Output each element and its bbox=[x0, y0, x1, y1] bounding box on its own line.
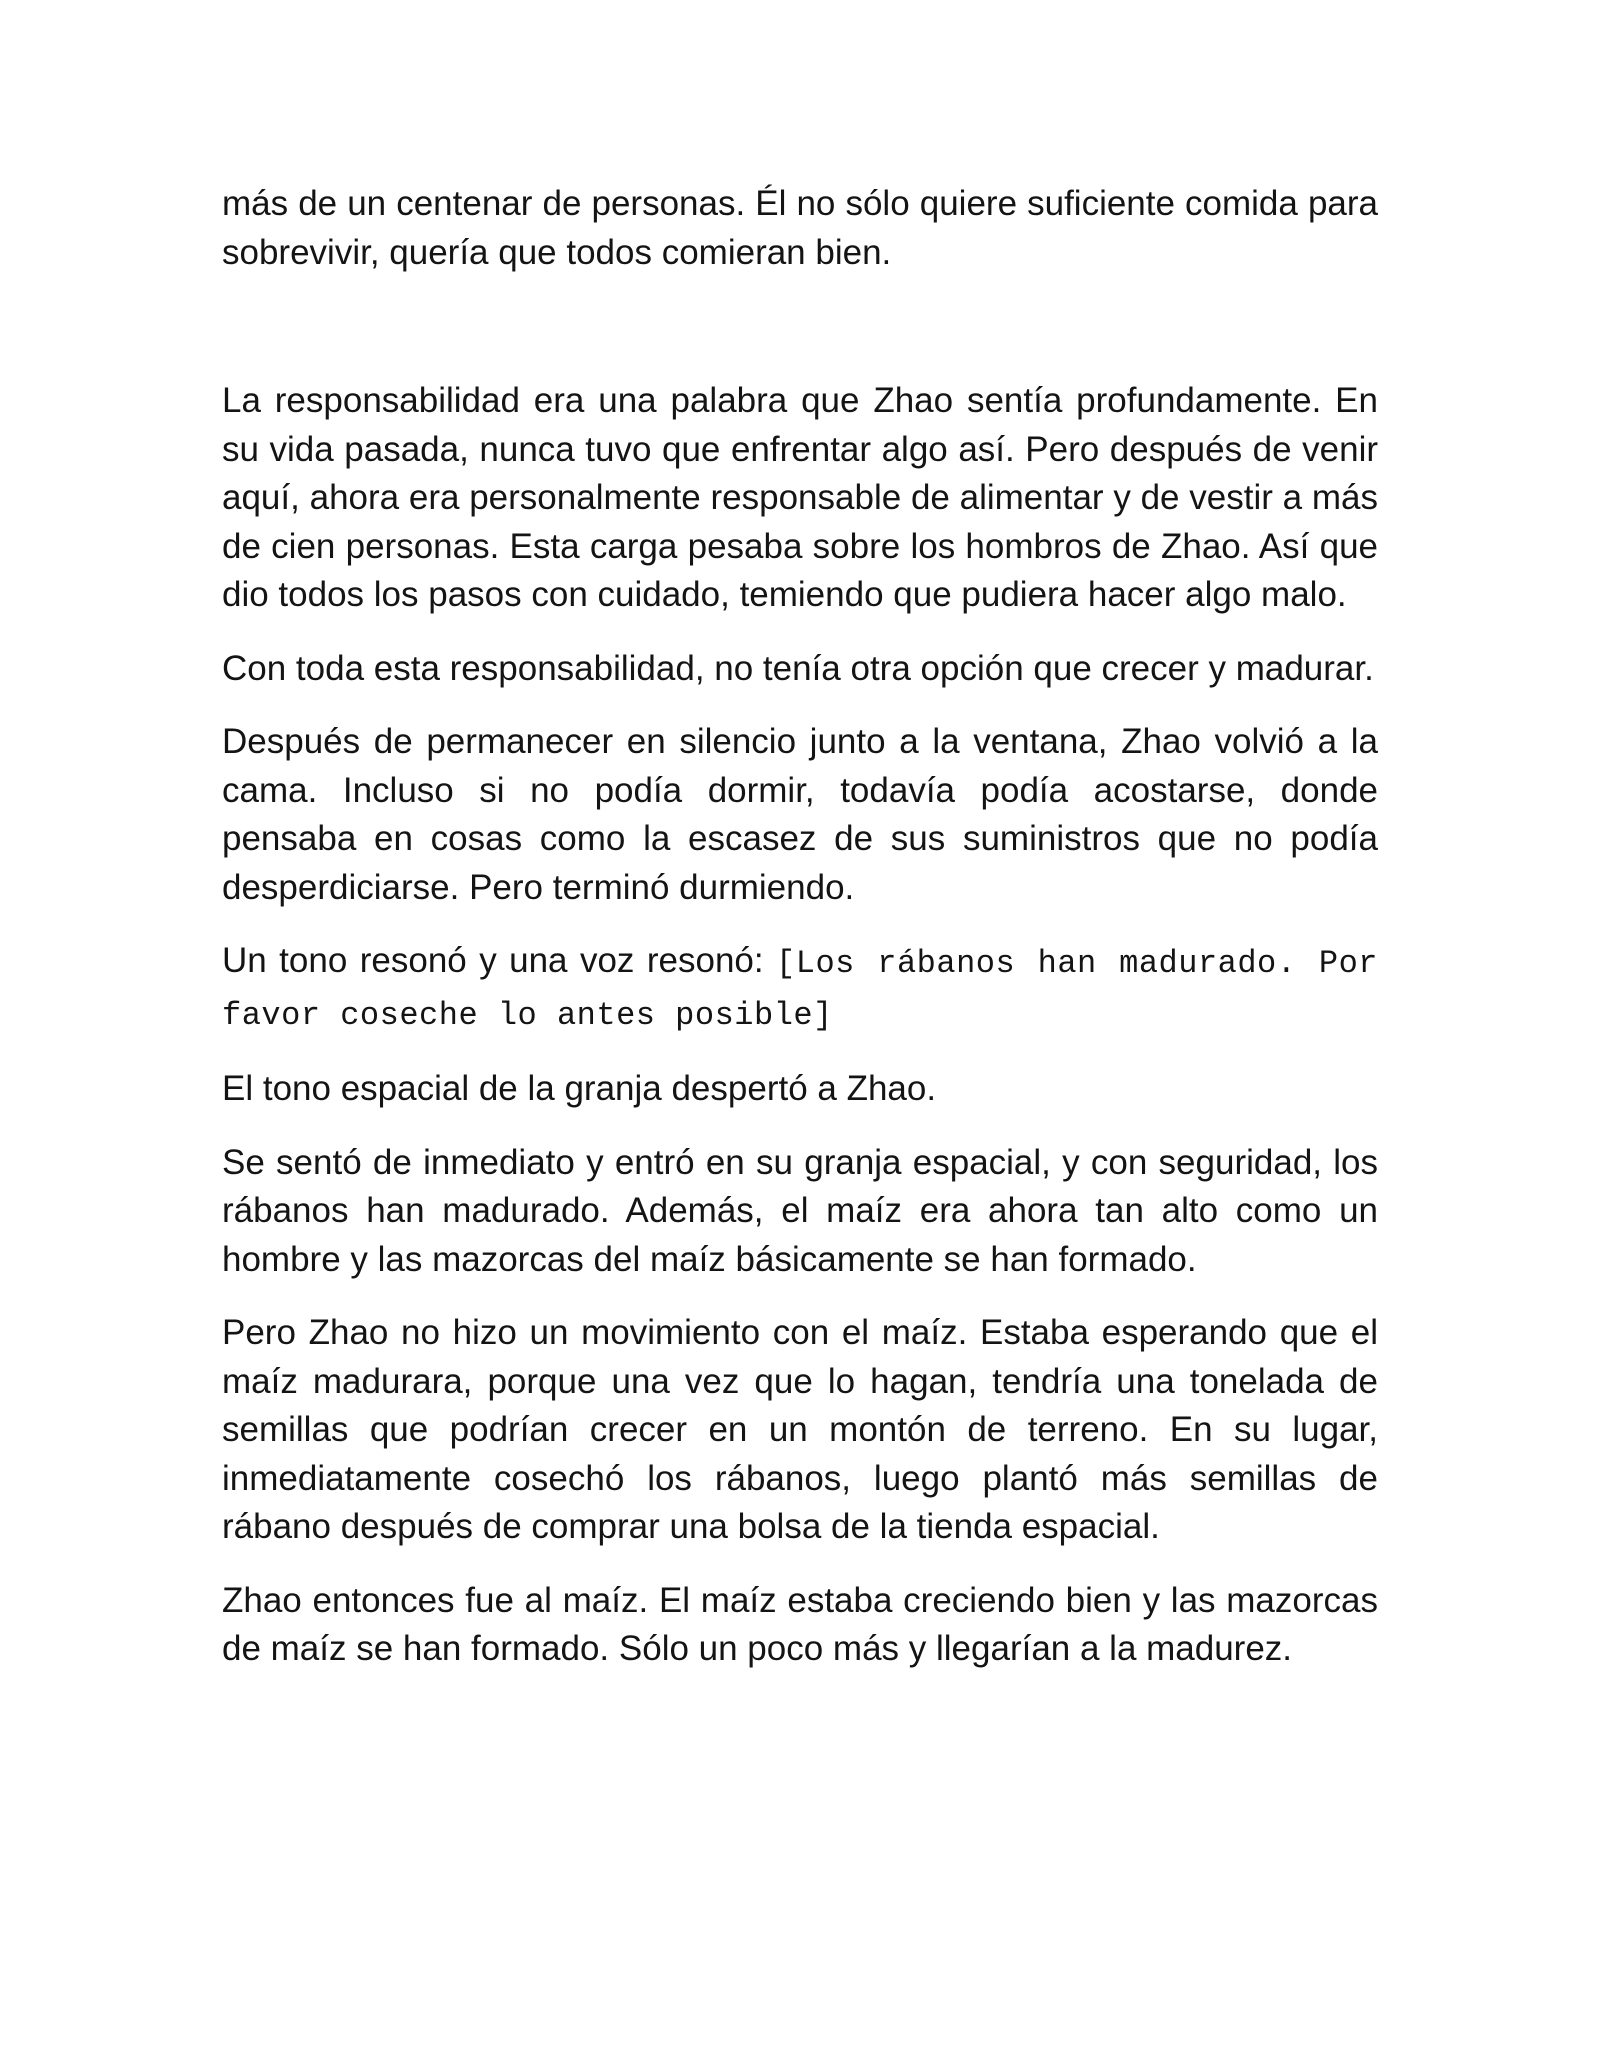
paragraph-8: Zhao entonces fue al maíz. El maíz estaba creciendo bien y las mazorcas de maíz se han formado. Sólo un poco más y llegarían a la madurez. bbox=[222, 1580, 1378, 1668]
paragraph-7: Pero Zhao no hizo un movimiento con el maíz. Estaba esperando que el maíz madurara, porque una vez que lo hagan, tendría una tonelada de semillas que podrían crecer en un montón de terreno. En su lugar, inmediatamente cosechó los rábanos, luego plantó más semillas de rábano después de comprar una bolsa de la tienda espacial. bbox=[222, 1313, 1378, 1546]
system-message-text: [Los rábanos han madurado. Por favor coseche lo antes posible] bbox=[222, 945, 1378, 1034]
system-message-paragraph bbox=[222, 937, 1378, 1040]
document-page bbox=[222, 180, 1378, 1699]
paragraph-2: La responsabilidad era una palabra que Zhao sentía profundamente. En su vida pasada, nunca tuvo que enfrentar algo así. Pero después de venir aquí, ahora era personalmente responsable de alimentar y de vestir a más de cien personas. Esta carga pesaba sobre los hombros de Zhao. Así que dio todos los pasos con cuidado, temiendo que pudiera hacer algo malo. bbox=[222, 381, 1378, 614]
system-message-lead: Un tono resonó y una voz resonó: bbox=[222, 941, 777, 980]
paragraph-4: Después de permanecer en silencio junto a la ventana, Zhao volvió a la cama. Incluso si no podía dormir, todavía podía acostarse, donde pensaba en cosas como la escasez de sus suministros que no podía desperdiciarse. Pero terminó durmiendo. bbox=[222, 722, 1378, 907]
paragraph-6: Se sentó de inmediato y entró en su granja espacial, y con seguridad, los rábanos han madurado. Además, el maíz era ahora tan alto como un hombre y las mazorcas del maíz básicamente se han formado. bbox=[222, 1142, 1378, 1279]
paragraph-5: El tono espacial de la granja despertó a Zhao. bbox=[222, 1069, 937, 1108]
paragraph-1: más de un centenar de personas. Él no sólo quiere suficiente comida para sobrevivir, quería que todos comieran bien. bbox=[222, 184, 1378, 272]
paragraph-3: Con toda esta responsabilidad, no tenía otra opción que crecer y madurar. bbox=[222, 648, 1374, 688]
